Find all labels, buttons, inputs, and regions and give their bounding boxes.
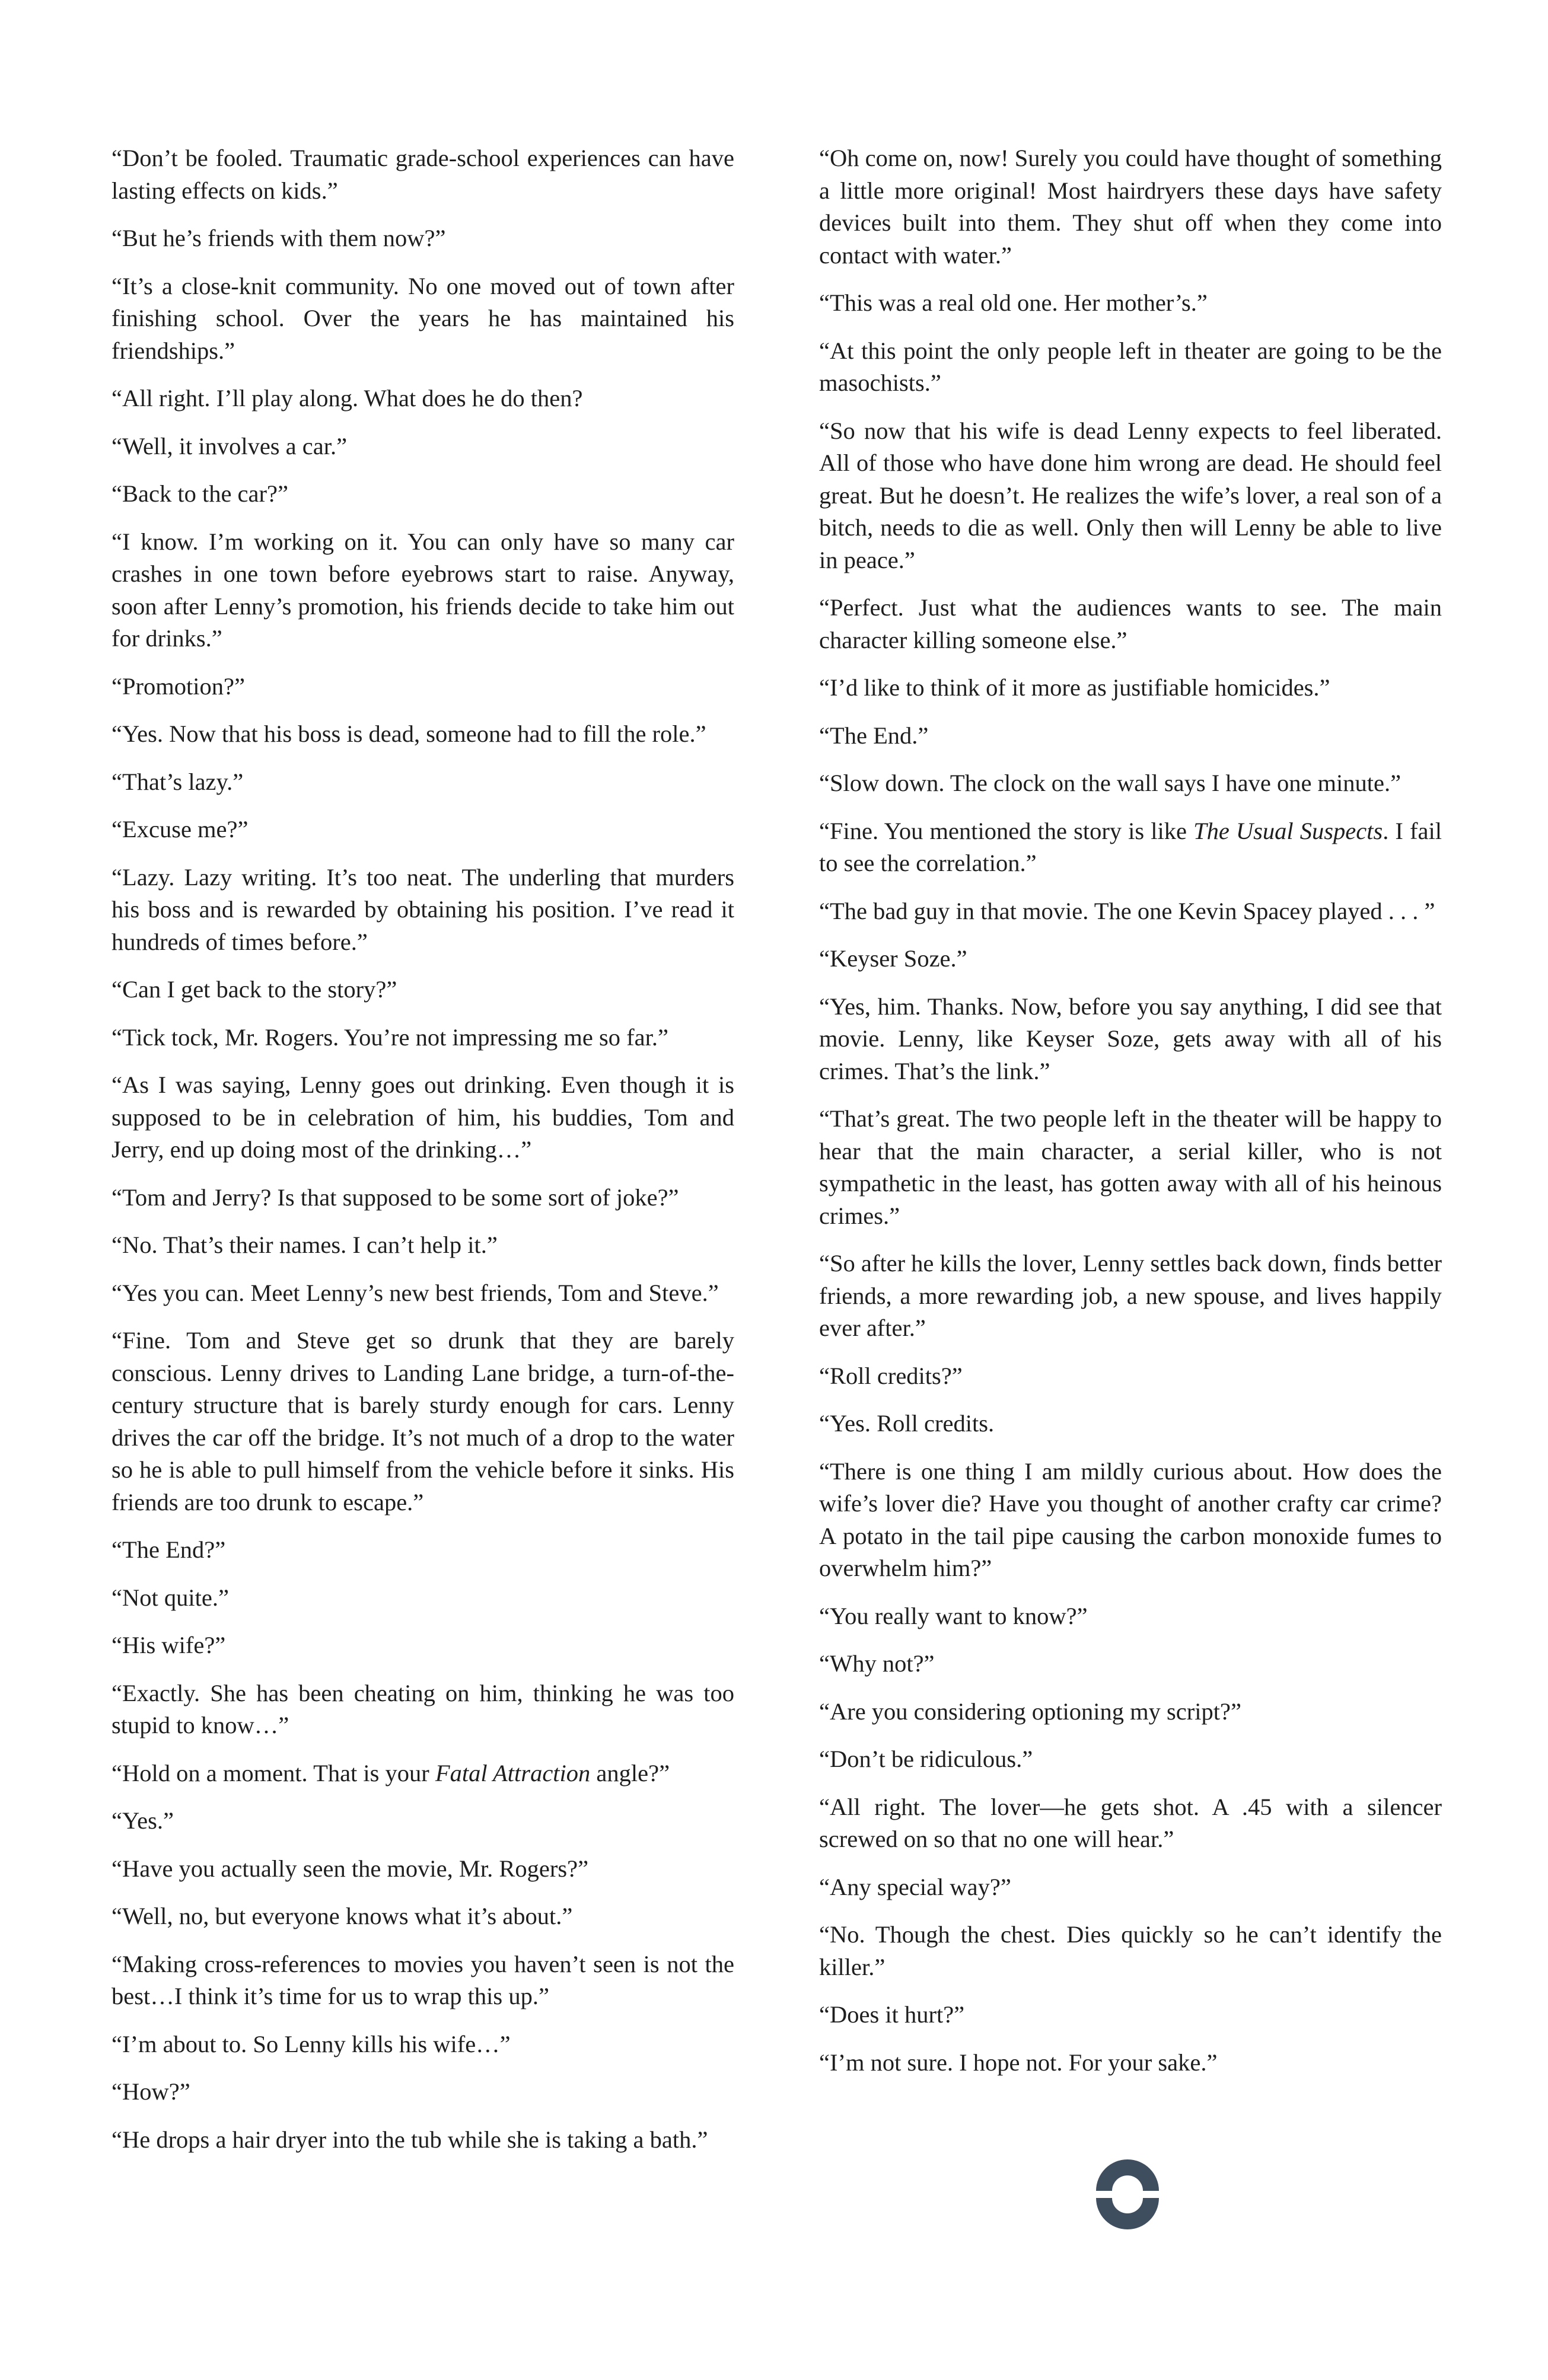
paragraph: “No. Though the chest. Dies quickly so he can’t identify the killer.” (819, 1921, 1442, 1980)
paragraph: “But he’s friends with them now?” (112, 225, 446, 251)
paragraph: “You really want to know?” (819, 1602, 1088, 1629)
paragraph: “Are you considering optioning my script?” (819, 1698, 1241, 1725)
paragraph: “Exactly. She has been cheating on him, thinking he was too stupid to know…” (112, 1679, 734, 1738)
paragraph: “Any special way?” (819, 1873, 1011, 1900)
paragraph: “No. That’s their names. I can’t help it.” (112, 1232, 498, 1258)
paragraph: “Fine. Tom and Steve get so drunk that they are barely conscious. Lenny drives to Landing Lane bridge, a turn-of-the-century structure that is barely sturdy enough for cars. Lenny drives the car off the bridge. It’s not much of a drop to the water so he is able to pull himself from the vehicle before it sinks. His friends are too drunk to escape.” (112, 1327, 734, 1516)
paragraph: “Tom and Jerry? Is that supposed to be some sort of joke?” (112, 1183, 679, 1211)
paragraph: “Well, no, but everyone knows what it’s about.” (112, 1903, 573, 1929)
paragraph-text: angle?” (590, 1759, 670, 1786)
paragraph: “Tick tock, Mr. Rogers. You’re not impressing me so far.” (112, 1023, 668, 1051)
end-mark-bottom-arc (1096, 2198, 1159, 2229)
paragraph (819, 815, 1442, 880)
end-mark-top-arc (1096, 2159, 1159, 2191)
paragraph: “Promotion?” (112, 672, 245, 700)
paragraph: “I’m not sure. I hope not. For your sake.” (819, 2049, 1218, 2076)
paragraph: “As I was saying, Lenny goes out drinking. Even though it is supposed to be in celebration of him, his buddies, Tom and Jerry, end up doing most of the drinking…” (112, 1071, 734, 1163)
paragraph: “At this point the only people left in theater are going to be the masochists.” (819, 337, 1442, 396)
paragraph: “Perfect. Just what the audiences wants to see. The main character killing someone else.” (819, 594, 1442, 653)
paragraph: “Yes you can. Meet Lenny’s new best friends, Tom and Steve.” (112, 1279, 719, 1306)
paragraph: “That’s lazy.” (112, 768, 244, 795)
paragraph: “Keyser Soze.” (819, 945, 967, 972)
paragraph: “Slow down. The clock on the wall says I have one minute.” (819, 770, 1402, 796)
paragraph: “Lazy. Lazy writing. It’s too neat. The underling that murders his boss and is rewarded by obtaining his position. I’ve read it hundreds of times before.” (112, 863, 734, 955)
movie-title: The Usual Suspects (1193, 817, 1383, 844)
paragraph: “How?” (112, 2078, 190, 2105)
paragraph-text: “Fine. You mentioned the story is like (819, 817, 1194, 844)
paragraph: “I’m about to. So Lenny kills his wife…” (112, 2030, 511, 2057)
paragraph: “Yes. Roll credits. (819, 1410, 995, 1437)
paragraph: “All right. The lover—he gets shot. A .45 with a silencer screwed on so that no one will hear.” (819, 1793, 1442, 1852)
paragraph: “He drops a hair dryer into the tub while she is taking a bath.” (112, 2126, 708, 2153)
paragraph: “Back to the car?” (112, 480, 288, 507)
movie-title: Fatal Attraction (435, 1759, 591, 1786)
paragraph: “Oh come on, now! Surely you could have thought of something a little more original! Most hairdryers these days have safety devices built into them. They shut off when they come into contact with water.” (819, 145, 1442, 269)
end-of-story-icon (1091, 2158, 1164, 2231)
paragraph: “I’d like to think of it more as justifiable homicides.” (819, 674, 1330, 701)
paragraph: “Yes. Now that his boss is dead, someone had to fill the role.” (112, 720, 706, 747)
paragraph: “The End?” (112, 1536, 226, 1563)
paragraph: “All right. I’ll play along. What does he do then? (112, 385, 583, 411)
right-column (819, 142, 1442, 2094)
paragraph: “I know. I’m working on it. You can only have so many car crashes in one town before eyebrows start to raise. Anyway, soon after Lenny’s promotion, his friends decide to take him out for drinks.” (112, 528, 734, 652)
paragraph: “Roll credits?” (819, 1362, 963, 1389)
paragraph: “Can I get back to the story?” (112, 976, 397, 1003)
paragraph: “There is one thing I am mildly curious about. How does the wife’s lover die? Have you thought of another crafty car crime? A potato in the tail pipe causing the carbon monoxide fumes to overwhelm him?” (819, 1457, 1442, 1581)
paragraph: “It’s a close-knit community. No one moved out of town after finishing school. Over the years he has maintained his friendships.” (112, 272, 734, 364)
paragraph: “The bad guy in that movie. The one Kevin Spacey played . . . ” (819, 897, 1435, 924)
paragraph: “Not quite.” (112, 1584, 229, 1611)
paragraph: “This was a real old one. Her mother’s.” (819, 289, 1208, 316)
paragraph: “Don’t be ridiculous.” (819, 1746, 1033, 1772)
paragraph (112, 1757, 734, 1790)
paragraph: “Yes.” (112, 1807, 174, 1834)
paragraph: “His wife?” (112, 1632, 226, 1658)
paragraph: “Yes, him. Thanks. Now, before you say anything, I did see that movie. Lenny, like Keyser Soze, gets away with all of his crimes. That’s the link.” (819, 993, 1442, 1084)
paragraph: “Why not?” (819, 1650, 935, 1677)
paragraph: “Does it hurt?” (819, 2001, 965, 2028)
paragraph: “Making cross-references to movies you haven’t seen is not the best…I think it’s time for us to wrap this up.” (112, 1950, 734, 2009)
paragraph-text: . I fail to see the correlation.” (819, 817, 1442, 876)
paragraph: “So now that his wife is dead Lenny expects to feel liberated. All of those who have done him wrong are dead. He should feel great. But he doesn’t. He realizes the wife’s lover, a real son of a bitch, needs to die as well. Only then will Lenny be able to live in peace.” (819, 417, 1442, 573)
left-column (112, 142, 734, 2171)
paragraph: “Have you actually seen the movie, Mr. Rogers?” (112, 1855, 589, 1882)
paragraph: “That’s great. The two people left in the theater will be happy to hear that the main character, a serial killer, who is not sympathetic in the least, has gotten away with all of his heinous crimes.” (819, 1105, 1442, 1229)
paragraph-text: “Hold on a moment. That is your (112, 1759, 435, 1786)
paragraph: “Excuse me?” (112, 816, 249, 843)
paragraph: “The End.” (819, 722, 929, 749)
paragraph: “So after he kills the lover, Lenny settles back down, finds better friends, a more rewarding job, a new spouse, and lives happily ever after.” (819, 1250, 1442, 1341)
paragraph: “Well, it involves a car.” (112, 432, 348, 460)
paragraph: “Don’t be fooled. Traumatic grade-school experiences can have lasting effects on kids.” (112, 145, 734, 204)
